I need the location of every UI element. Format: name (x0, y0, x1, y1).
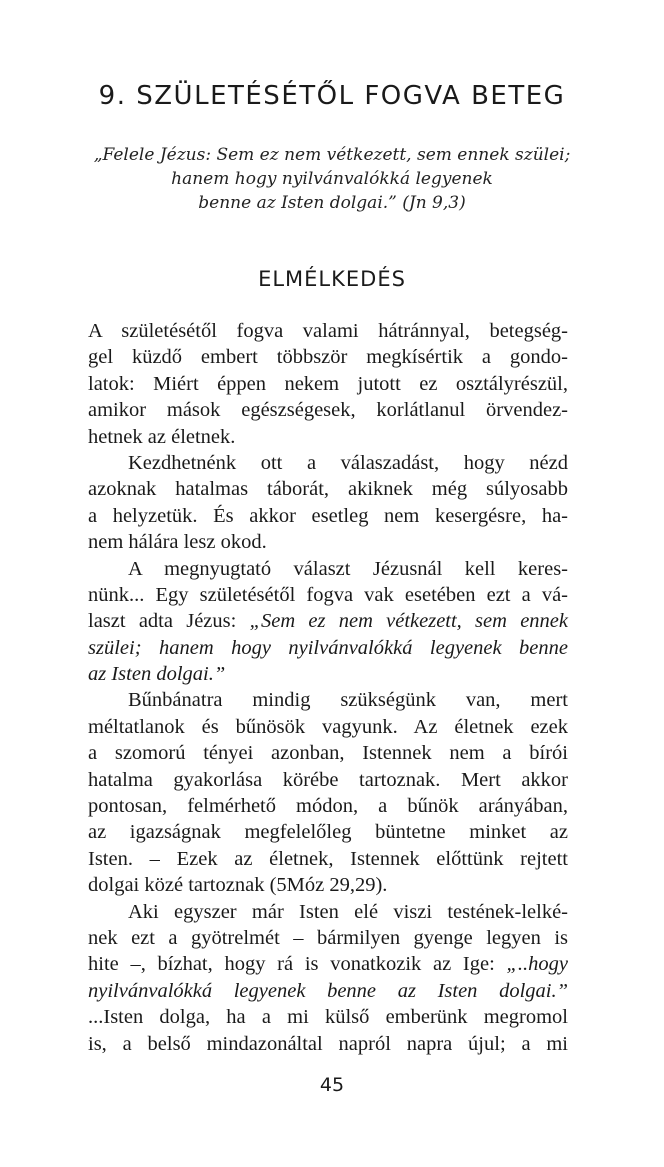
text-line: gel küzdő embert többször megkísértik a gondo- (88, 346, 568, 369)
text-line (88, 951, 568, 977)
text-line: latok: Miért éppen nekem jutott ez osztályrészül, (88, 372, 568, 395)
text-line: pontosan, felmérhető módon, a bűnök arányában, (88, 795, 568, 818)
epigraph-line: benne az Isten dolgai.” (Jn 9,3) (198, 193, 466, 213)
text-line: is, a belső mindazonáltal napról napra újul; a mi (88, 1032, 568, 1055)
text-run: hite –, bízhat, hogy rá is vonatkozik az Ige: (88, 953, 507, 976)
text-line (88, 608, 568, 634)
epigraph-quote (60, 143, 604, 215)
text-line: nek ezt a gyötrelmét – bármilyen gyenge legyen is (88, 926, 568, 949)
section-heading: ELMÉLKEDÉS (258, 267, 406, 291)
body-text (88, 318, 568, 1057)
quote-line: szülei; hanem hogy nyilvánvalókká legyenek benne (88, 636, 568, 659)
chapter-title: 9. SZÜLETÉSÉTŐL FOGVA BETEG (98, 81, 566, 111)
text-line: amikor mások egészségesek, korlátlanul örvendez- (88, 399, 568, 422)
text-line: dolgai közé tartoznak (5Móz 29,29). (88, 874, 388, 897)
quote-run: „..hogy (506, 953, 568, 976)
text-line: A megnyugtató választ Jézusnál kell keres- (128, 557, 568, 580)
text-line: a helyzetük. És akkor esetleg nem kesergésre, ha- (88, 504, 568, 527)
text-line: Bűnbánatra mindig szükségünk van, mert (128, 689, 568, 712)
text-line: hetnek az életnek. (88, 425, 236, 448)
text-line: nem hálára lesz okod. (88, 531, 267, 554)
text-line: A születésétől fogva valami hátránnyal, betegség- (88, 320, 568, 342)
text-line: méltatlanok és bűnösök vagyunk. Az életnek ezek (88, 715, 568, 738)
text-line: Aki egyszer már Isten elé viszi testének-lelké- (128, 900, 568, 923)
text-line: azoknak hatalmas táborát, akiknek még súlyosabb (88, 478, 568, 501)
epigraph-line: „Felele Jézus: Sem ez nem vétkezett, sem ennek szülei; (93, 145, 571, 165)
text-run: laszt adta Jézus: (88, 610, 250, 633)
text-line: nünk... Egy születésétől fogva vak esetében ezt a vá- (88, 583, 568, 606)
text-line: a szomorú tényei azonban, Istennek nem a bírói (88, 742, 568, 765)
page-number: 45 (319, 1074, 345, 1096)
text-line: ...Isten dolga, ha a mi külső emberünk megromol (88, 1006, 568, 1029)
text-line: az igazságnak megfelelőleg büntetne minket az (88, 821, 568, 844)
epigraph-line: hanem hogy nyilvánvalókká legyenek (171, 169, 493, 189)
quote-line: nyilvánvalókká legyenek benne az Isten dolgai.” (88, 979, 568, 1002)
text-line: Isten. – Ezek az életnek, Istennek előttünk rejtett (88, 847, 568, 870)
text-line: Kezdhetnénk ott a válaszadást, hogy nézd (128, 451, 568, 474)
quote-run: „Sem ez nem vétkezett, sem ennek (249, 610, 568, 633)
quote-line: az Isten dolgai.” (88, 663, 226, 686)
text-line: hatalma gyakorlása körébe tartoznak. Mert akkor (88, 768, 568, 791)
